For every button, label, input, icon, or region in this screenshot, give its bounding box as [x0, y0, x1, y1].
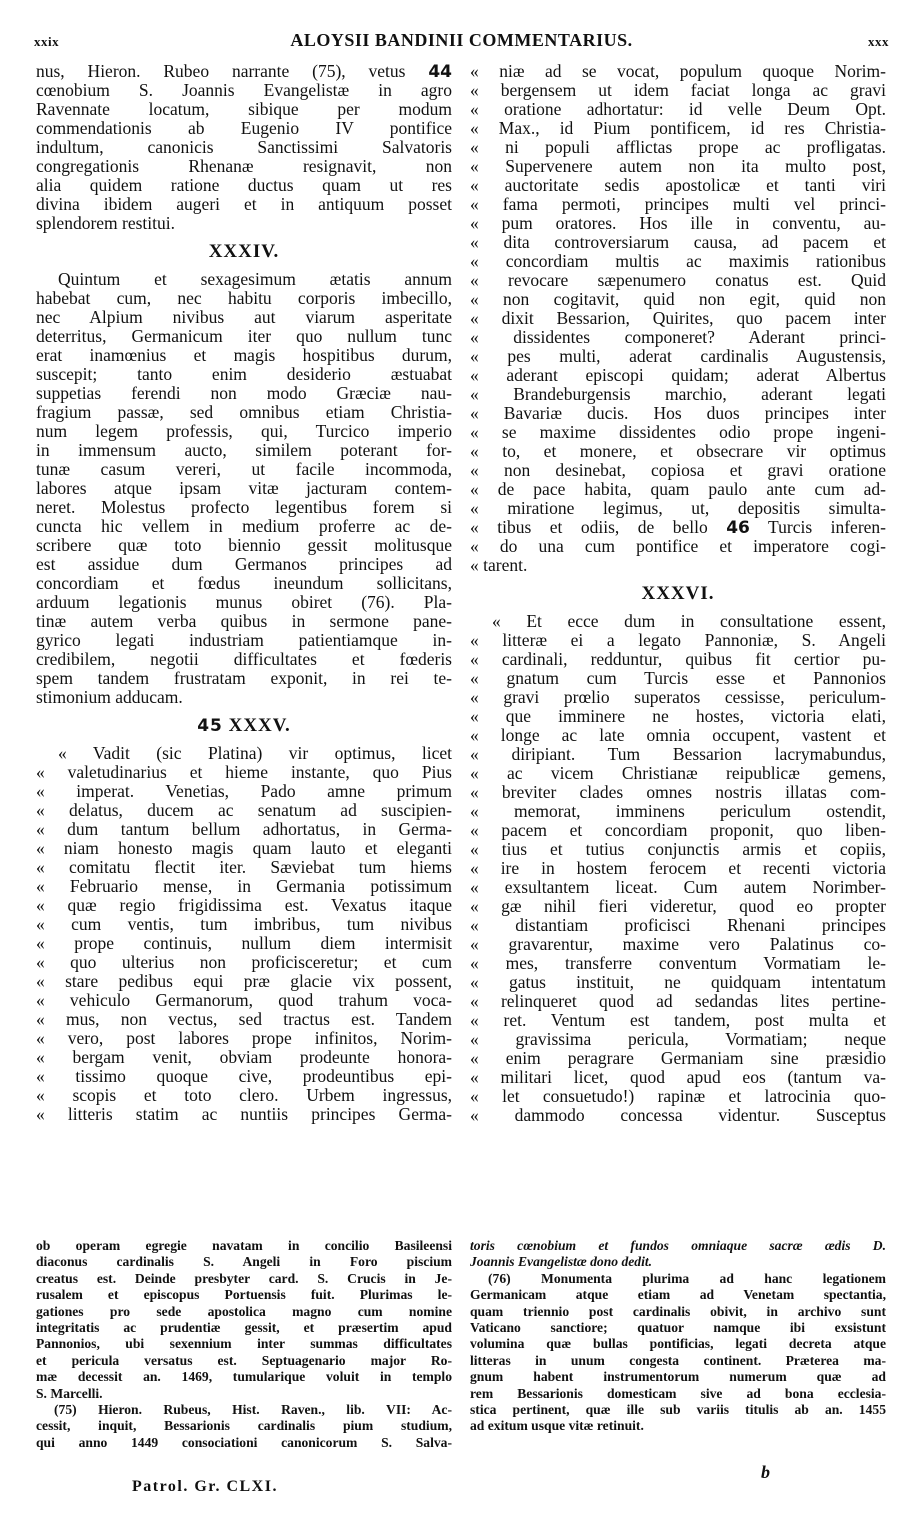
- text-line: [470, 537, 886, 556]
- left-text-column: [36, 62, 452, 1124]
- line-text: « comitatu flectit iter. Sæviebat tum hiems: [36, 858, 452, 877]
- line-text: « cum ventis, tum imbribus, tum nivibus: [36, 915, 452, 934]
- line-text: « valetudinarius et hieme instante, quo Pius: [36, 763, 452, 782]
- text-line: [470, 499, 886, 518]
- line-text: « Bavariæ ducis. Hos duos principes inter: [470, 404, 886, 423]
- line-text: « pum oratores. Hos ille in conventu, au-: [470, 214, 886, 233]
- line-text: « miratione legimus, ut, depositis simulta-: [470, 499, 886, 518]
- line-text: volumina quæ bullas pontificias, legati decreta atque: [470, 1336, 886, 1352]
- line-text: « non cogitavit, quid non egit, quid non: [470, 290, 886, 309]
- line-text: cœnobium S. Joannis Evangelistæ in agro: [36, 81, 452, 100]
- footnote-line: [36, 1353, 452, 1369]
- line-text: « de pace habita, quam paulo ante cum ad-: [470, 480, 886, 499]
- line-text: « niæ ad se vocat, populum quoque Norim-: [470, 62, 886, 81]
- text-line: [470, 650, 886, 669]
- text-line: [470, 480, 886, 499]
- text-line: [36, 100, 452, 119]
- line-text: tunæ casum vereri, ut facile incommoda,: [36, 460, 452, 479]
- text-line: [36, 308, 452, 327]
- text-line: [36, 1029, 452, 1048]
- line-text: « ac vicem Christianæ reipublicæ gemens,: [470, 764, 886, 783]
- line-text: gnum habent instrumentorum numerum quæ ad: [470, 1369, 886, 1385]
- line-text: integritatis ac prudentiæ gessit, et præsertim apud: [36, 1319, 452, 1335]
- text-line: [470, 897, 886, 916]
- line-text: « litteræ ei a legato Pannoniæ, S. Angeli: [470, 631, 886, 650]
- section-number: XXXIV.: [208, 241, 280, 262]
- line-text: « Supervenere autem non ita multo post,: [470, 157, 886, 176]
- line-text: « diripiant. Tum Bessarion lacrymabundus,: [470, 745, 886, 764]
- text-line: [470, 1030, 886, 1049]
- footnote-line: [36, 1418, 452, 1434]
- text-line: [36, 327, 452, 346]
- line-text: Vaticano sanctiore; quatuor namque ibi exsistunt: [470, 1319, 886, 1335]
- section-heading: [470, 575, 886, 612]
- line-text: nus, Hieron. Rubeo narrante (75), vetus: [36, 62, 429, 81]
- line-text: gyrico legati industriam patientiamque in-: [36, 631, 452, 650]
- line-text: « ni populi afflictas prope ac profligatas.: [470, 138, 886, 157]
- line-text: « stare pedibus equi præ glacie vix possent,: [36, 972, 452, 991]
- line-text: « dixit Bessarion, Quirites, quo pacem inter: [470, 309, 886, 328]
- section-number: XXXVI.: [641, 583, 715, 604]
- text-line: [470, 81, 886, 100]
- text-line: [36, 858, 452, 877]
- line-text: congregationis Rhenanæ resignavit, non: [36, 157, 452, 176]
- line-text: « dissidentes componeret? Aderant princi-: [470, 328, 886, 347]
- line-text: « enim peragrare Germaniam sine præsidio: [470, 1049, 886, 1068]
- text-line: [36, 195, 452, 214]
- text-line: [36, 593, 452, 612]
- footnote-line: [470, 1320, 886, 1336]
- text-line: [470, 214, 886, 233]
- line-text: est assidue dum Germanos principes ad: [36, 555, 452, 574]
- line-text: divina ibidem augeri et in antiquum posset: [36, 195, 452, 214]
- line-text: « ire in hostem ferocem et recenti victoria: [470, 859, 886, 878]
- line-text: Joannis Evangelistæ dono dedit.: [470, 1254, 653, 1270]
- line-text: « quæ regio frigidissima est. Vexatus itaque: [36, 896, 452, 915]
- line-text: « niam honesto magis quam lauto et eleganti: [36, 839, 452, 858]
- line-text: scribere quæ toto biennio gessit molitusque: [36, 536, 452, 555]
- margin-column-number: 45: [197, 716, 223, 736]
- line-text: « aderant episcopi quidam; aderat Albertus: [470, 366, 886, 385]
- line-text: suppetias ferendi non modo Græciæ nau-: [36, 384, 452, 403]
- footnote-line: [470, 1271, 886, 1287]
- text-line: [36, 953, 452, 972]
- line-text: nec Alpium nivibus aut viarum asperitate: [36, 308, 452, 327]
- text-line: [36, 915, 452, 934]
- text-line: [36, 801, 452, 820]
- footnote-line: [470, 1369, 886, 1385]
- section-number: XXXV.: [228, 715, 291, 736]
- line-text: « litteris statim ac nuntiis principes Germa-: [36, 1105, 452, 1124]
- footnote-line: [36, 1304, 452, 1320]
- text-line: [470, 688, 886, 707]
- line-text: neret. Molestus profecto legentibus forem si: [36, 498, 452, 517]
- line-text: labores atque ipsam vitæ jacturam contem-: [36, 479, 452, 498]
- line-text: « gatus instituit, ne quidquam intentatum: [470, 973, 886, 992]
- text-line: [470, 62, 886, 81]
- line-text: « concordiam multis ac maximis rationibus: [470, 252, 886, 271]
- text-line: [36, 972, 452, 991]
- line-text: « bergam venit, obviam prodeunte honora-: [36, 1048, 452, 1067]
- line-text: diaconus cardinalis S. Angeli in Foro piscium: [36, 1254, 452, 1270]
- text-line: [470, 195, 886, 214]
- line-text: « memorat, imminens periculum ostendit,: [470, 802, 886, 821]
- line-text: « vehiculo Germanorum, quod trahum voca-: [36, 991, 452, 1010]
- line-text: toris cœnobium et fundos omniaque sacræ ædis D.: [470, 1238, 886, 1253]
- footnote-line: [470, 1386, 886, 1402]
- line-text: « cardinali, redduntur, quibus fit certior pu-: [470, 650, 886, 669]
- line-text: « se maxime dissidentes odio prope ingeni-: [470, 423, 886, 442]
- line-text: arduum legationis munus obiret (76). Pla-: [36, 593, 452, 612]
- text-line: [36, 1086, 452, 1105]
- text-line: [36, 650, 452, 669]
- section-heading: [36, 707, 452, 744]
- line-text-continued: Turcis inferen-: [749, 518, 886, 537]
- footnote-line: [36, 1369, 452, 1385]
- line-text: Ravennate locatum, sibique per modum: [36, 100, 452, 119]
- footnote-line: [36, 1254, 452, 1270]
- page-number-left: xxix: [34, 34, 60, 49]
- text-line: [36, 384, 452, 403]
- text-line: [470, 631, 886, 650]
- line-text: « Vadit (sic Platina) vir optimus, licet: [58, 744, 452, 763]
- footnote-line: [36, 1336, 452, 1352]
- margin-column-number: 46: [726, 518, 750, 537]
- line-text: alia quidem ratione ductus quam ut res: [36, 176, 452, 195]
- text-line: [470, 176, 886, 195]
- line-text: (76) Monumenta plurima ad hanc legationem: [488, 1270, 886, 1286]
- text-line: [36, 62, 452, 81]
- text-line: [470, 271, 886, 290]
- footnote-line: [36, 1271, 452, 1287]
- line-text: « pes multi, aderat cardinalis Augustensis,: [470, 347, 886, 366]
- text-line: [36, 688, 452, 707]
- text-line: [36, 631, 452, 650]
- line-text: Pannonios, ubi sexennium inter summas difficultates: [36, 1336, 452, 1352]
- running-title: ALOYSII BANDINII COMMENTARIUS.: [290, 30, 633, 50]
- text-line: [36, 138, 452, 157]
- footnote-line: [36, 1287, 452, 1303]
- line-text: « mes, transferre conventum Vormatiam le-: [470, 954, 886, 973]
- line-text: rusalem et episcopus Portuensis fuit. Plurimas le-: [36, 1287, 452, 1303]
- footnote-line: [470, 1238, 886, 1254]
- line-text: « scopis et toto clero. Urbem ingressus,: [36, 1086, 452, 1105]
- footer-volume-label: Patrol. Gr. CLXI.: [132, 1478, 278, 1495]
- text-line: [36, 422, 452, 441]
- text-line: [470, 612, 886, 631]
- text-line: [470, 802, 886, 821]
- text-line: [36, 1067, 452, 1086]
- text-line: [36, 1105, 452, 1124]
- text-line: [470, 385, 886, 404]
- footnote-line: [36, 1320, 452, 1336]
- footnote-line: [36, 1238, 452, 1254]
- text-line: [470, 328, 886, 347]
- line-text: « gravissima pericula, Vormatiam; neque: [470, 1030, 886, 1049]
- footnote-line: [470, 1402, 886, 1418]
- text-line: [36, 782, 452, 801]
- text-line: [36, 934, 452, 953]
- line-text: Germanicam atque etiam ad Venetam spectantia,: [470, 1287, 886, 1303]
- line-text: « distantiam proficisci Rhenani principes: [470, 916, 886, 935]
- line-text: « Februario mense, in Germania potissimum: [36, 877, 452, 896]
- right-text-column: [470, 62, 886, 1125]
- text-line: [470, 1087, 886, 1106]
- line-text: « gravi prœlio superatos cessisse, periculum-: [470, 688, 886, 707]
- text-line: [470, 783, 886, 802]
- line-text: « let consuetudo!) rapinæ et latrocinia quo-: [470, 1087, 886, 1106]
- running-header: [34, 30, 889, 54]
- line-text: et pericula versatus est. Septuagenario major Ro-: [36, 1352, 452, 1368]
- line-text: « pacem et concordiam proponit, quo liben-: [470, 821, 886, 840]
- footnote-line: [470, 1418, 886, 1434]
- text-line: [470, 954, 886, 973]
- text-line: [470, 138, 886, 157]
- text-line: [36, 214, 452, 233]
- line-text: tinæ autem verba quibus in sermone pane-: [36, 612, 452, 631]
- line-text: deterritus, Germanicum iter quo nullum tunc: [36, 327, 452, 346]
- text-line: [470, 669, 886, 688]
- text-line: [36, 669, 452, 688]
- line-text: suscepit; tanto enim desiderio æstuabat: [36, 365, 452, 384]
- page-number-right: xxx: [868, 34, 889, 49]
- text-line: [36, 460, 452, 479]
- text-line: [470, 100, 886, 119]
- footnote-line: [36, 1435, 452, 1451]
- line-text: « vero, post labores prope infinitos, Norim-: [36, 1029, 452, 1048]
- text-line: [470, 726, 886, 745]
- line-text: stimonium adducam.: [36, 688, 183, 707]
- margin-column-number: 44: [428, 62, 452, 81]
- text-line: [470, 745, 886, 764]
- line-text: « tibus et odiis, de bello: [470, 518, 727, 537]
- text-line: [470, 916, 886, 935]
- text-line: [470, 366, 886, 385]
- line-text: Quintum et sexagesimum ætatis annum: [58, 270, 452, 289]
- text-line: [36, 1010, 452, 1029]
- text-line: [470, 461, 886, 480]
- line-text: litteras in unum congesta continent. Præterea ma-: [470, 1352, 886, 1368]
- text-line: [36, 270, 452, 289]
- line-text: « dita controversiarum causa, ad pacem et: [470, 233, 886, 252]
- line-text: credibilem, negotii difficultates et fœderis: [36, 650, 452, 669]
- line-text: « to, et monere, et obsecrare vir optimus: [470, 442, 886, 461]
- line-text: splendorem restitui.: [36, 214, 176, 233]
- line-text: « relinqueret quod ad sedandas lites pertine-: [470, 992, 886, 1011]
- line-text: « non desinebat, copiosa et gravi oratione: [470, 461, 886, 480]
- text-line: [470, 821, 886, 840]
- text-line: [36, 744, 452, 763]
- line-text: « fama permoti, principes multi vel princi-: [470, 195, 886, 214]
- line-text: « quo ulterius non proficisceretur; et cum: [36, 953, 452, 972]
- line-text: rem Bessarionis domesticam sive ad bona ecclesia-: [470, 1385, 886, 1401]
- text-line: [36, 1048, 452, 1067]
- line-text: habebat cum, nec habitu corporis imbecillo,: [36, 289, 452, 308]
- line-text: « tius et tutius conjunctis armis et copiis,: [470, 840, 886, 859]
- text-line: [36, 346, 452, 365]
- footnote-line: [470, 1304, 886, 1320]
- text-line: [36, 820, 452, 839]
- text-line: [470, 290, 886, 309]
- section-heading: [36, 233, 452, 270]
- line-text: ad exitum usque vitæ retinuit.: [470, 1418, 644, 1434]
- line-text: « militari licet, quod apud eos (tantum va-: [470, 1068, 886, 1087]
- text-line: [36, 612, 452, 631]
- line-text: « ret. Ventum est tandem, post multa et: [470, 1011, 886, 1030]
- line-text: « do una cum pontifice et imperatore cogi-: [470, 537, 886, 556]
- line-text: « gravarentur, maxime vero Palatinus co-: [470, 935, 886, 954]
- line-text: « auctoritate sedis apostolicæ et tanti viri: [470, 176, 886, 195]
- text-line: [470, 556, 886, 575]
- line-text: « mus, non vectus, sed tractus est. Tandem: [36, 1010, 452, 1029]
- line-text: mæ decessit an. 1469, tumularique voluit in templo: [36, 1369, 452, 1385]
- line-text: in immensum aucto, similem poterant for-: [36, 441, 452, 460]
- text-line: [470, 347, 886, 366]
- text-line: [470, 1106, 886, 1125]
- line-text: cessit, inquit, Bessarionis cardinalis pium studium,: [36, 1418, 452, 1434]
- text-line: [470, 935, 886, 954]
- text-line: [36, 839, 452, 858]
- text-line: [470, 973, 886, 992]
- text-line: [470, 423, 886, 442]
- line-text: « gæ nihil fieri videretur, quod eo propter: [470, 897, 886, 916]
- line-text: S. Marcelli.: [36, 1385, 103, 1401]
- text-line: [36, 991, 452, 1010]
- footnotes-left: [36, 1238, 452, 1451]
- line-text: « exsultantem liceat. Cum autem Norimber-: [470, 878, 886, 897]
- line-text: « Brandeburgensis marchio, aderant legati: [470, 385, 886, 404]
- line-text: « Max., id Pium pontificem, id res Christia-: [470, 119, 886, 138]
- footnotes-right: [470, 1238, 886, 1435]
- text-line: [470, 252, 886, 271]
- text-line: [470, 859, 886, 878]
- line-text: num legem professis, qui, Turcico imperio: [36, 422, 452, 441]
- text-line: [36, 157, 452, 176]
- line-text: « oratione adhortatur: id velle Deum Opt.: [470, 100, 886, 119]
- line-text: « Et ecce dum in consultatione essent,: [492, 612, 886, 631]
- line-text: cuncta hic vellem in medium proferre ac de-: [36, 517, 452, 536]
- text-line: [36, 365, 452, 384]
- line-text: indultum, canonicis Sanctissimi Salvatoris: [36, 138, 452, 157]
- text-line: [36, 517, 452, 536]
- line-text: « gnatum cum Turcis esse et Pannonios: [470, 669, 886, 688]
- line-text: « que imminere ne hostes, victoria elati,: [470, 707, 886, 726]
- line-text: « tissimo quoque cive, prodeuntibus epi-: [36, 1067, 452, 1086]
- text-line: [36, 763, 452, 782]
- line-text: « bergensem ut idem faciat longa ac gravi: [470, 81, 886, 100]
- text-line: [36, 536, 452, 555]
- line-text: « longe ac late omnia occupent, vastent et: [470, 726, 886, 745]
- text-line: [36, 479, 452, 498]
- text-line: [36, 877, 452, 896]
- footnote-line: [470, 1254, 886, 1270]
- text-line: [470, 157, 886, 176]
- line-text: concordiam et fœdus ineundum sollicitans,: [36, 574, 452, 593]
- line-text: (75) Hieron. Rubeus, Hist. Raven., lib. VII: Ac-: [54, 1401, 452, 1417]
- line-text: « delatus, ducem ac senatum ad suscipien-: [36, 801, 452, 820]
- text-line: [470, 1068, 886, 1087]
- line-text: fragium passæ, sed omnibus etiam Christia-: [36, 403, 452, 422]
- line-text: commendationis ab Eugenio IV pontifice: [36, 119, 452, 138]
- footnote-line: [36, 1402, 452, 1418]
- text-line: [470, 707, 886, 726]
- text-line: [470, 442, 886, 461]
- text-line: [36, 498, 452, 517]
- line-text: « imperat. Venetias, Pado amne primum: [36, 782, 452, 801]
- text-line: [470, 1049, 886, 1068]
- signature-mark: b: [761, 1462, 770, 1482]
- line-text: stica pertinent, quæ ille sub variis titulis ab an. 1455: [470, 1401, 886, 1417]
- text-line: [470, 840, 886, 859]
- line-text: creatus est. Deinde presbyter card. S. Crucis in Je-: [36, 1270, 452, 1286]
- text-line: [36, 81, 452, 100]
- footnote-line: [36, 1386, 452, 1402]
- line-text: « prope continuis, nullum diem intermisit: [36, 934, 452, 953]
- text-line: [470, 878, 886, 897]
- text-line: [470, 119, 886, 138]
- text-line: [36, 403, 452, 422]
- line-text: quam triennio post cardinalis obivit, in archivo sunt: [470, 1303, 886, 1319]
- line-text: « breviter clades omnes nostris illatas com-: [470, 783, 886, 802]
- line-text: « dammodo concessa videntur. Susceptus: [470, 1106, 886, 1125]
- text-line: [470, 518, 886, 537]
- text-line: [36, 896, 452, 915]
- text-line: [470, 404, 886, 423]
- text-line: [470, 992, 886, 1011]
- footnote-line: [470, 1287, 886, 1303]
- line-text: gationes pro sede apostolica magno cum nomine: [36, 1303, 452, 1319]
- footnote-line: [470, 1353, 886, 1369]
- line-text: ob operam egregie navatam in concilio Basileensi: [36, 1238, 452, 1253]
- text-line: [470, 233, 886, 252]
- line-text: spem tandem frustratam exponit, in rei te-: [36, 669, 452, 688]
- text-line: [470, 309, 886, 328]
- line-text: « dum tantum bellum adhortatus, in Germa-: [36, 820, 452, 839]
- text-line: [36, 289, 452, 308]
- text-line: [36, 555, 452, 574]
- line-text: « revocare sæpenumero conatus est. Quid: [470, 271, 886, 290]
- line-text: erat inamœnius et magis hospitibus durum,: [36, 346, 452, 365]
- line-text: « tarent.: [470, 556, 528, 575]
- text-line: [36, 574, 452, 593]
- text-line: [470, 1011, 886, 1030]
- line-text: qui anno 1449 consociationi canonicorum S. Salva-: [36, 1434, 452, 1450]
- text-line: [36, 441, 452, 460]
- footnote-line: [470, 1336, 886, 1352]
- text-line: [470, 764, 886, 783]
- text-line: [36, 119, 452, 138]
- text-line: [36, 176, 452, 195]
